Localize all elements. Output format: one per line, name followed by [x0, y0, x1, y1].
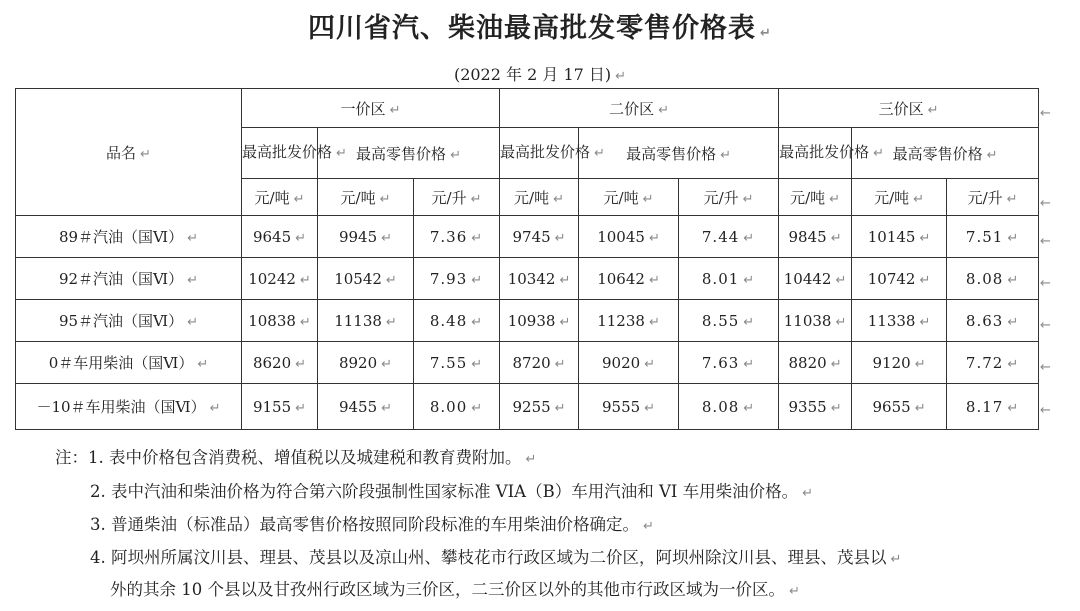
unit-ton: 元/吨 ↵ [500, 179, 579, 216]
price-per-liter: 7.72 ↵ [947, 342, 1039, 384]
unit-ton: 元/吨 ↵ [852, 179, 947, 216]
wholesale-header: 最高批发价格 ↵ [500, 128, 579, 179]
product-name: 95＃汽油（国Ⅵ） ↵ [16, 300, 242, 342]
price-per-liter: 7.51 ↵ [947, 216, 1039, 258]
price-per-liter: 8.48 ↵ [414, 300, 500, 342]
product-name: 92＃汽油（国Ⅵ） ↵ [16, 258, 242, 300]
table-row [16, 384, 1039, 430]
unit-ton: 元/吨 ↵ [242, 179, 318, 216]
unit-ton: 元/吨 ↵ [318, 179, 414, 216]
price-per-liter: 8.08 ↵ [679, 384, 779, 430]
price-per-ton: 9020 ↵ [579, 342, 679, 384]
table-row [16, 216, 1039, 258]
table-row [16, 258, 1039, 300]
row-end-mark: ← [1040, 196, 1051, 211]
retail-header: 最高零售价格 ↵ [852, 128, 1039, 179]
page-title: 四川省汽、柴油最高批发零售价格表 ↵ [308, 13, 772, 44]
price-per-ton: 9745 ↵ [500, 216, 579, 258]
zone-header-row [16, 89, 1039, 128]
price-per-ton: 10838 ↵ [242, 300, 318, 342]
price-per-ton: 8920 ↵ [318, 342, 414, 384]
unit-ton: 元/吨 ↵ [579, 179, 679, 216]
price-per-ton: 9655 ↵ [852, 384, 947, 430]
price-per-liter: 8.63 ↵ [947, 300, 1039, 342]
price-per-ton: 9555 ↵ [579, 384, 679, 430]
price-per-ton: 9845 ↵ [779, 216, 852, 258]
price-per-ton: 8820 ↵ [779, 342, 852, 384]
retail-header: 最高零售价格 ↵ [579, 128, 779, 179]
price-per-ton: 10145 ↵ [852, 216, 947, 258]
price-per-ton: 9155 ↵ [242, 384, 318, 430]
price-per-liter: 7.63 ↵ [679, 342, 779, 384]
price-per-ton: 10242 ↵ [242, 258, 318, 300]
zone-1-header: 一价区 ↵ [242, 89, 500, 128]
price-per-ton: 10542 ↵ [318, 258, 414, 300]
price-per-ton: 9120 ↵ [852, 342, 947, 384]
price-per-ton: 11238 ↵ [579, 300, 679, 342]
price-per-ton: 10938 ↵ [500, 300, 579, 342]
price-per-liter: 8.17 ↵ [947, 384, 1039, 430]
price-per-ton: 11338 ↵ [852, 300, 947, 342]
unit-liter: 元/升 ↵ [679, 179, 779, 216]
price-per-ton: 10045 ↵ [579, 216, 679, 258]
price-per-ton: 9255 ↵ [500, 384, 579, 430]
price-per-liter: 8.08 ↵ [947, 258, 1039, 300]
price-per-ton: 9355 ↵ [779, 384, 852, 430]
price-per-liter: 8.55 ↵ [679, 300, 779, 342]
price-per-ton: 9945 ↵ [318, 216, 414, 258]
table-row [16, 342, 1039, 384]
price-per-liter: 7.93 ↵ [414, 258, 500, 300]
row-end-mark: ← [1040, 403, 1051, 418]
zone-2-header: 二价区 ↵ [500, 89, 779, 128]
price-per-liter: 7.44 ↵ [679, 216, 779, 258]
note-2: 2. 表中汽油和柴油价格为符合第六阶段强制性国家标准 VIA（B）车用汽油和 VI 车用柴油价格。 ↵ [90, 482, 814, 501]
row-end-mark: ← [1040, 318, 1051, 333]
price-per-ton: 10642 ↵ [579, 258, 679, 300]
note-3: 3. 普通柴油（标准品）最高零售价格按照同阶段标准的车用柴油价格确定。 ↵ [90, 515, 654, 534]
date-subtitle: (2022 年 2 月 17 日) ↵ [453, 65, 627, 84]
unit-liter: 元/升 ↵ [947, 179, 1039, 216]
product-name: 0＃车用柴油（国Ⅵ） ↵ [16, 342, 242, 384]
note-4-cont: 外的其余 10 个县以及甘孜州行政区域为三价区，二三价区以外的其他市行政区域为一价区。 ↵ [110, 580, 800, 599]
table-row [16, 300, 1039, 342]
price-per-liter: 7.55 ↵ [414, 342, 500, 384]
product-name: 89＃汽油（国Ⅵ） ↵ [16, 216, 242, 258]
price-table [15, 88, 1039, 430]
row-end-mark: ← [1040, 276, 1051, 291]
price-per-liter: 8.01 ↵ [679, 258, 779, 300]
zone-3-header: 三价区 ↵ [779, 89, 1039, 128]
retail-header: 最高零售价格 ↵ [318, 128, 500, 179]
wholesale-header: 最高批发价格 ↵ [242, 128, 318, 179]
product-name: －10＃车用柴油（国Ⅵ） ↵ [16, 384, 242, 430]
row-end-mark: ← [1040, 360, 1051, 375]
price-per-ton: 10742 ↵ [852, 258, 947, 300]
row-end-mark: ← [1040, 106, 1051, 121]
price-per-liter: 7.36 ↵ [414, 216, 500, 258]
price-per-ton: 10342 ↵ [500, 258, 579, 300]
price-per-ton: 11138 ↵ [318, 300, 414, 342]
note-1: 注：1. 表中价格包含消费税、增值税以及城建税和教育费附加。 ↵ [55, 448, 537, 467]
price-per-ton: 11038 ↵ [779, 300, 852, 342]
price-per-liter: 8.00 ↵ [414, 384, 500, 430]
wholesale-header: 最高批发价格 ↵ [779, 128, 852, 179]
unit-liter: 元/升 ↵ [414, 179, 500, 216]
row-end-mark: ← [1040, 234, 1051, 249]
product-name-header: 品名 ↵ [16, 89, 242, 216]
price-per-ton: 9645 ↵ [242, 216, 318, 258]
price-per-ton: 9455 ↵ [318, 384, 414, 430]
paragraph-mark: ↵ [615, 69, 627, 84]
price-per-ton: 8720 ↵ [500, 342, 579, 384]
price-per-ton: 10442 ↵ [779, 258, 852, 300]
note-4: 4. 阿坝州所属汶川县、理县、茂县以及凉山州、攀枝花市行政区域为二价区，阿坝州除汶川县、理县、茂县以 ↵ [90, 548, 902, 567]
paragraph-mark: ↵ [760, 26, 772, 41]
unit-ton: 元/吨 ↵ [779, 179, 852, 216]
price-per-ton: 8620 ↵ [242, 342, 318, 384]
